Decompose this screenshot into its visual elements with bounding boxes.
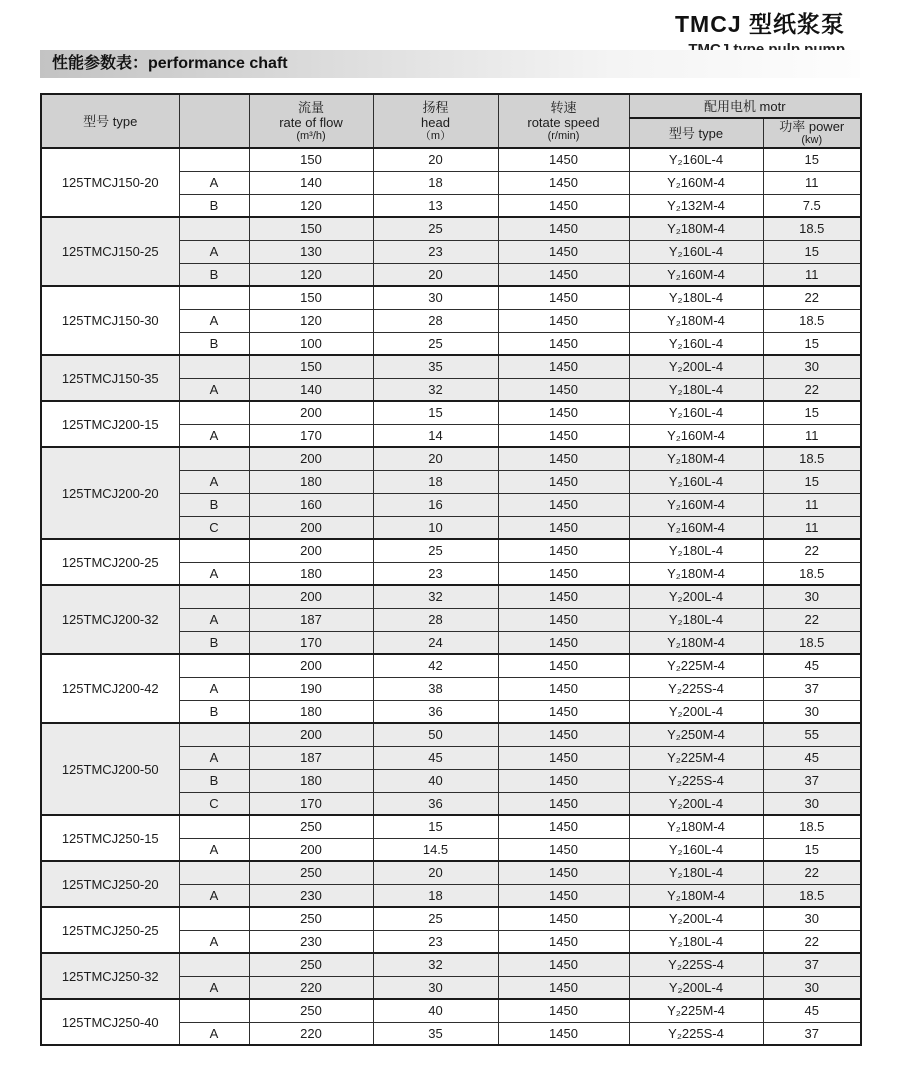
col-header-head [373,94,498,148]
variant-cell [179,999,249,1022]
flow-cell: 200 [249,539,373,562]
head-header-zh: 扬程 [422,99,449,115]
variant-cell [179,585,249,608]
head-cell: 25 [373,907,498,930]
head-cell: 36 [373,700,498,723]
speed-cell: 1450 [498,677,629,700]
flow-cell: 180 [249,769,373,792]
flow-cell: 200 [249,401,373,424]
flow-cell: 160 [249,493,373,516]
variant-cell: B [179,493,249,516]
variant-cell [179,447,249,470]
head-cell: 25 [373,332,498,355]
speed-cell: 1450 [498,654,629,677]
power-cell: 18.5 [763,309,861,332]
variant-cell: B [179,769,249,792]
variant-cell: B [179,700,249,723]
motor-model-cell: Y₂160L-4 [629,148,763,171]
power-cell: 18.5 [763,631,861,654]
flow-cell: 187 [249,608,373,631]
motor-model-cell: Y₂225M-4 [629,746,763,769]
speed-header-unit: (r/min) [547,129,580,142]
speed-cell: 1450 [498,815,629,838]
power-cell: 15 [763,838,861,861]
speed-cell: 1450 [498,378,629,401]
power-cell: 22 [763,608,861,631]
speed-cell: 1450 [498,447,629,470]
motor-model-cell: Y₂160M-4 [629,516,763,539]
motor-model-cell: Y₂180M-4 [629,884,763,907]
variant-cell [179,815,249,838]
motor-model-cell: Y₂225S-4 [629,769,763,792]
power-cell: 30 [763,700,861,723]
flow-cell: 150 [249,355,373,378]
speed-cell: 1450 [498,700,629,723]
model-cell: 125TMCJ200-42 [41,654,179,723]
head-cell: 16 [373,493,498,516]
flow-cell: 150 [249,148,373,171]
table-row [41,861,861,884]
col-header-motor-power [763,118,861,148]
variant-cell: A [179,171,249,194]
head-cell: 28 [373,608,498,631]
head-cell: 14.5 [373,838,498,861]
table-row [41,815,861,838]
table-row [41,447,861,470]
power-cell: 15 [763,401,861,424]
head-cell: 15 [373,401,498,424]
variant-cell: A [179,240,249,263]
head-cell: 42 [373,654,498,677]
head-cell: 23 [373,930,498,953]
variant-cell: B [179,332,249,355]
variant-cell [179,953,249,976]
variant-cell: A [179,309,249,332]
power-cell: 22 [763,539,861,562]
table-row [41,401,861,424]
power-cell: 11 [763,171,861,194]
table-row [41,953,861,976]
motor-model-cell: Y₂160L-4 [629,240,763,263]
flow-cell: 200 [249,516,373,539]
head-cell: 18 [373,171,498,194]
flow-cell: 170 [249,424,373,447]
head-cell: 23 [373,240,498,263]
motor-model-cell: Y₂200L-4 [629,585,763,608]
flow-cell: 230 [249,884,373,907]
speed-cell: 1450 [498,999,629,1022]
motor-model-cell: Y₂225M-4 [629,999,763,1022]
motor-model-cell: Y₂160M-4 [629,493,763,516]
speed-cell: 1450 [498,953,629,976]
power-cell: 15 [763,332,861,355]
flow-cell: 100 [249,332,373,355]
table-row [41,585,861,608]
power-cell: 22 [763,930,861,953]
head-cell: 35 [373,1022,498,1045]
variant-cell [179,907,249,930]
head-cell: 18 [373,470,498,493]
performance-table [40,93,862,1046]
speed-cell: 1450 [498,194,629,217]
power-cell: 22 [763,861,861,884]
speed-cell: 1450 [498,562,629,585]
speed-cell: 1450 [498,401,629,424]
variant-cell [179,654,249,677]
col-header-speed [498,94,629,148]
variant-cell [179,217,249,240]
head-cell: 25 [373,539,498,562]
head-cell: 36 [373,792,498,815]
model-cell: 125TMCJ150-30 [41,286,179,355]
motor-model-cell: Y₂180L-4 [629,930,763,953]
model-cell: 125TMCJ200-50 [41,723,179,815]
motor-model-cell: Y₂180M-4 [629,631,763,654]
head-cell: 10 [373,516,498,539]
head-cell: 15 [373,815,498,838]
head-header-unit: （m） [419,129,452,142]
model-cell: 125TMCJ250-40 [41,999,179,1045]
speed-cell: 1450 [498,792,629,815]
power-cell: 15 [763,470,861,493]
variant-cell: A [179,424,249,447]
power-cell: 37 [763,953,861,976]
flow-cell: 200 [249,447,373,470]
head-cell: 25 [373,217,498,240]
head-cell: 13 [373,194,498,217]
head-cell: 20 [373,447,498,470]
flow-cell: 150 [249,217,373,240]
power-cell: 30 [763,976,861,999]
variant-cell [179,286,249,309]
flow-cell: 250 [249,861,373,884]
motor-model-cell: Y₂200L-4 [629,355,763,378]
table-row [41,217,861,240]
motor-model-cell: Y₂180M-4 [629,217,763,240]
motor-model-cell: Y₂160L-4 [629,401,763,424]
flow-cell: 120 [249,309,373,332]
flow-cell: 170 [249,631,373,654]
speed-cell: 1450 [498,171,629,194]
flow-header-en: rate of flow [279,114,343,130]
variant-cell: A [179,470,249,493]
model-cell: 125TMCJ150-35 [41,355,179,401]
variant-cell: A [179,884,249,907]
power-cell: 37 [763,769,861,792]
head-cell: 20 [373,861,498,884]
col-header-variant [179,94,249,148]
head-cell: 45 [373,746,498,769]
model-cell: 125TMCJ250-25 [41,907,179,953]
table-row [41,355,861,378]
col-header-model: 型号 type [41,94,179,148]
speed-cell: 1450 [498,585,629,608]
flow-cell: 140 [249,378,373,401]
head-cell: 30 [373,976,498,999]
power-cell: 45 [763,999,861,1022]
power-cell: 45 [763,654,861,677]
section-header-bar [40,50,860,78]
flow-cell: 140 [249,171,373,194]
motor-model-cell: Y₂160L-4 [629,332,763,355]
flow-cell: 150 [249,286,373,309]
speed-cell: 1450 [498,907,629,930]
speed-cell: 1450 [498,608,629,631]
flow-cell: 120 [249,194,373,217]
head-cell: 24 [373,631,498,654]
power-cell: 22 [763,378,861,401]
power-cell: 30 [763,907,861,930]
motor-model-cell: Y₂250M-4 [629,723,763,746]
variant-cell: A [179,746,249,769]
speed-cell: 1450 [498,493,629,516]
motor-model-cell: Y₂132M-4 [629,194,763,217]
flow-cell: 200 [249,585,373,608]
power-cell: 18.5 [763,562,861,585]
flow-cell: 180 [249,562,373,585]
motor-model-cell: Y₂180M-4 [629,447,763,470]
motor-model-cell: Y₂200L-4 [629,976,763,999]
speed-header-en: rotate speed [527,114,600,130]
power-cell: 15 [763,240,861,263]
speed-header-zh: 转速 [550,99,577,115]
speed-cell: 1450 [498,263,629,286]
section-header-label: 性能参数表：performance chaft [52,55,288,72]
model-cell: 125TMCJ200-32 [41,585,179,654]
speed-cell: 1450 [498,861,629,884]
motor-model-cell: Y₂180L-4 [629,378,763,401]
flow-cell: 220 [249,1022,373,1045]
flow-cell: 190 [249,677,373,700]
motor-model-cell: Y₂180M-4 [629,309,763,332]
speed-cell: 1450 [498,723,629,746]
speed-cell: 1450 [498,1022,629,1045]
power-cell: 15 [763,148,861,171]
speed-cell: 1450 [498,930,629,953]
variant-cell [179,539,249,562]
flow-cell: 250 [249,953,373,976]
flow-cell: 220 [249,976,373,999]
speed-cell: 1450 [498,516,629,539]
motor-model-cell: Y₂160M-4 [629,263,763,286]
flow-cell: 170 [249,792,373,815]
variant-cell: A [179,838,249,861]
power-cell: 18.5 [763,884,861,907]
variant-cell [179,723,249,746]
flow-cell: 250 [249,815,373,838]
power-header-unit: (kw) [801,134,823,146]
page-title: TMCJ 型纸浆泵 [675,11,845,37]
flow-cell: 120 [249,263,373,286]
variant-cell: B [179,263,249,286]
head-cell: 30 [373,286,498,309]
model-cell: 125TMCJ250-20 [41,861,179,907]
head-cell: 23 [373,562,498,585]
motor-model-cell: Y₂200L-4 [629,792,763,815]
power-cell: 30 [763,585,861,608]
power-cell: 18.5 [763,815,861,838]
power-cell: 18.5 [763,447,861,470]
speed-cell: 1450 [498,309,629,332]
motor-model-cell: Y₂180L-4 [629,286,763,309]
flow-cell: 200 [249,654,373,677]
head-cell: 14 [373,424,498,447]
table-body [41,148,861,1045]
power-cell: 30 [763,355,861,378]
table-header [41,94,861,148]
speed-cell: 1450 [498,240,629,263]
flow-cell: 200 [249,723,373,746]
head-cell: 28 [373,309,498,332]
head-cell: 35 [373,355,498,378]
head-cell: 38 [373,677,498,700]
model-cell: 125TMCJ200-15 [41,401,179,447]
variant-cell [179,401,249,424]
motor-model-cell: Y₂225S-4 [629,1022,763,1045]
motor-model-cell: Y₂160M-4 [629,171,763,194]
head-cell: 20 [373,263,498,286]
table-row [41,907,861,930]
speed-cell: 1450 [498,355,629,378]
motor-model-cell: Y₂180L-4 [629,861,763,884]
variant-cell [179,355,249,378]
speed-cell: 1450 [498,332,629,355]
power-cell: 55 [763,723,861,746]
table-row [41,539,861,562]
speed-cell: 1450 [498,148,629,171]
flow-cell: 230 [249,930,373,953]
motor-model-cell: Y₂200L-4 [629,907,763,930]
head-header-en: head [421,114,450,130]
variant-cell [179,861,249,884]
flow-cell: 250 [249,907,373,930]
flow-cell: 187 [249,746,373,769]
variant-cell: A [179,930,249,953]
power-cell: 22 [763,286,861,309]
table-row [41,148,861,171]
model-cell: 125TMCJ200-20 [41,447,179,539]
flow-cell: 130 [249,240,373,263]
variant-cell: B [179,631,249,654]
variant-cell: A [179,608,249,631]
head-cell: 40 [373,769,498,792]
model-cell: 125TMCJ150-25 [41,217,179,286]
head-cell: 32 [373,953,498,976]
variant-cell: B [179,194,249,217]
model-cell: 125TMCJ150-20 [41,148,179,217]
table-row [41,999,861,1022]
power-cell: 37 [763,1022,861,1045]
model-cell: 125TMCJ250-15 [41,815,179,861]
variant-cell: A [179,1022,249,1045]
table-row [41,723,861,746]
motor-model-cell: Y₂200L-4 [629,700,763,723]
variant-cell [179,148,249,171]
variant-cell: A [179,976,249,999]
flow-header-zh: 流量 [297,99,324,115]
speed-cell: 1450 [498,976,629,999]
flow-cell: 250 [249,999,373,1022]
power-header-label: 功率 power [779,119,845,134]
variant-cell: A [179,677,249,700]
speed-cell: 1450 [498,424,629,447]
motor-model-cell: Y₂160M-4 [629,424,763,447]
col-header-flow [249,94,373,148]
variant-cell: A [179,378,249,401]
power-cell: 37 [763,677,861,700]
speed-cell: 1450 [498,838,629,861]
power-cell: 7.5 [763,194,861,217]
power-cell: 11 [763,516,861,539]
variant-cell: C [179,792,249,815]
motor-model-cell: Y₂180L-4 [629,608,763,631]
motor-model-cell: Y₂225S-4 [629,677,763,700]
flow-cell: 180 [249,470,373,493]
flow-cell: 200 [249,838,373,861]
col-header-motor-group: 配用电机 motr [629,94,861,118]
power-cell: 30 [763,792,861,815]
power-cell: 18.5 [763,217,861,240]
head-cell: 40 [373,999,498,1022]
table-row [41,286,861,309]
model-cell: 125TMCJ200-25 [41,539,179,585]
motor-model-cell: Y₂225M-4 [629,654,763,677]
variant-cell: C [179,516,249,539]
power-cell: 11 [763,493,861,516]
speed-cell: 1450 [498,539,629,562]
speed-cell: 1450 [498,769,629,792]
motor-model-cell: Y₂160L-4 [629,470,763,493]
speed-cell: 1450 [498,884,629,907]
speed-cell: 1450 [498,746,629,769]
motor-model-cell: Y₂225S-4 [629,953,763,976]
model-cell: 125TMCJ250-32 [41,953,179,999]
power-cell: 11 [763,424,861,447]
flow-cell: 180 [249,700,373,723]
speed-cell: 1450 [498,217,629,240]
variant-cell: A [179,562,249,585]
flow-header-unit: (m³/h) [296,129,326,142]
motor-model-cell: Y₂180M-4 [629,562,763,585]
speed-cell: 1450 [498,631,629,654]
power-cell: 11 [763,263,861,286]
motor-model-cell: Y₂180M-4 [629,815,763,838]
head-cell: 32 [373,378,498,401]
speed-cell: 1450 [498,470,629,493]
motor-model-cell: Y₂160L-4 [629,838,763,861]
head-cell: 32 [373,585,498,608]
power-cell: 45 [763,746,861,769]
col-header-motor-model: 型号 type [629,118,763,148]
head-cell: 50 [373,723,498,746]
head-cell: 18 [373,884,498,907]
speed-cell: 1450 [498,286,629,309]
motor-model-cell: Y₂180L-4 [629,539,763,562]
table-row [41,654,861,677]
head-cell: 20 [373,148,498,171]
